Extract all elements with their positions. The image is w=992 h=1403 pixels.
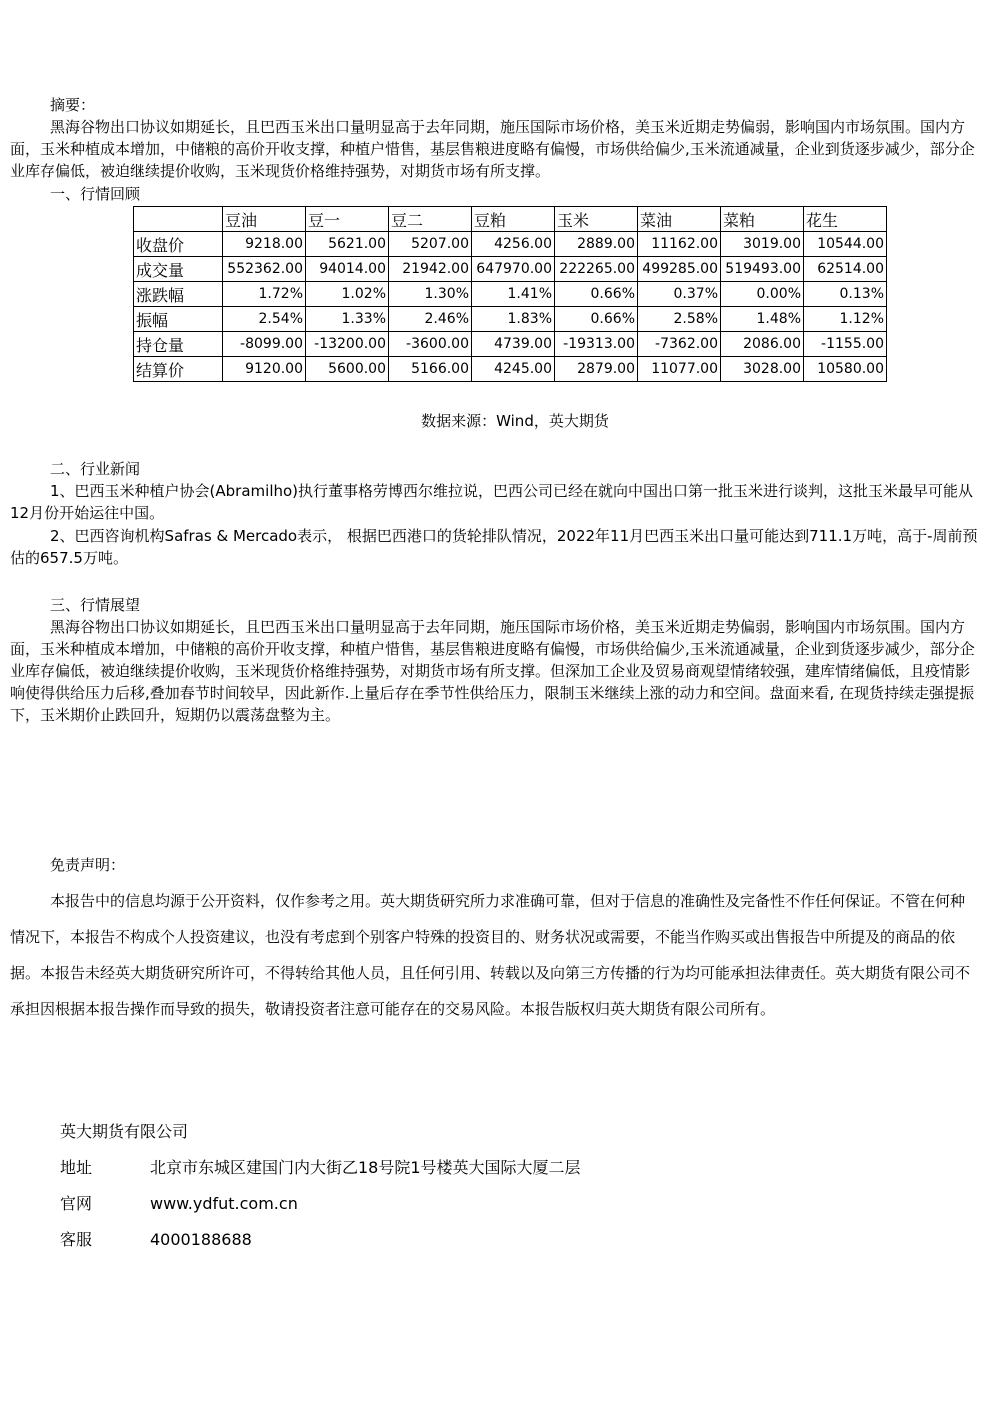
table-cell: 5621.00 (306, 232, 389, 257)
table-row (134, 307, 887, 332)
quotes-table (133, 206, 887, 382)
row-label: 收盘价 (134, 232, 223, 257)
table-cell: 2.54% (223, 307, 306, 332)
table-cell: 0.37% (638, 282, 721, 307)
column-header: 豆二 (389, 207, 472, 232)
column-header: 花生 (804, 207, 887, 232)
table-cell: -3600.00 (389, 332, 472, 357)
table-cell: 647970.00 (472, 257, 555, 282)
table-cell: 2.58% (638, 307, 721, 332)
outlook-heading: 三、行情展望 (50, 596, 141, 614)
review-heading: 一、行情回顾 (50, 185, 141, 203)
table-cell: 1.30% (389, 282, 472, 307)
table-cell: 0.00% (721, 282, 804, 307)
service-phone: 4000188688 (150, 1230, 252, 1249)
table-cell: 2.46% (389, 307, 472, 332)
table-cell: 0.13% (804, 282, 887, 307)
column-header: 豆一 (306, 207, 389, 232)
table-cell: 1.48% (721, 307, 804, 332)
table-cell: 1.72% (223, 282, 306, 307)
disclaimer-heading: 免责声明： (50, 856, 126, 874)
table-cell: 3028.00 (721, 357, 804, 382)
table-cell: 21942.00 (389, 257, 472, 282)
data-source-note: 数据来源：Wind，英大期货 (421, 412, 609, 430)
address-value: 北京市东城区建国门内大街乙18号院1号楼英大国际大厦二层 (150, 1158, 581, 1177)
table-cell: 4256.00 (472, 232, 555, 257)
column-header: 豆油 (223, 207, 306, 232)
table-row (134, 357, 887, 382)
table-row (134, 282, 887, 307)
address-row (60, 1155, 581, 1178)
column-header: 菜油 (638, 207, 721, 232)
address-label: 地址 (60, 1158, 93, 1177)
website-label: 官网 (60, 1194, 93, 1213)
table-cell: 11077.00 (638, 357, 721, 382)
table-header-row (134, 207, 887, 232)
table-cell: 2889.00 (555, 232, 638, 257)
table-row (134, 257, 887, 282)
summary-text: 黑海谷物出口协议如期延长，且巴西玉米出口量明显高于去年同期，施压国际市场价格，美玉米近期走势偏弱，影响国内市场氛围。国内方面，玉米种植成本增加，中储粮的高价开收支撑，种植户惜售，基层售粮进度略有偏慢，市场供给偏少,玉米流通减量，企业到货逐步减少，部分企业库存偏低，被迫继续提价收购，玉米现货价格维持强势，对期货市场有所支撑。 (10, 118, 975, 180)
table-cell: 4245.00 (472, 357, 555, 382)
table-cell: 10580.00 (804, 357, 887, 382)
table-cell: 94014.00 (306, 257, 389, 282)
service-label: 客服 (60, 1230, 93, 1249)
row-label: 成交量 (134, 257, 223, 282)
table-cell: -13200.00 (306, 332, 389, 357)
row-label: 振幅 (134, 307, 223, 332)
table-cell: 2086.00 (721, 332, 804, 357)
table-cell: 9218.00 (223, 232, 306, 257)
summary-heading: 摘要： (50, 96, 96, 114)
website-link[interactable]: www.ydfut.com.cn (150, 1194, 298, 1213)
row-label: 结算价 (134, 357, 223, 382)
table-cell: 1.41% (472, 282, 555, 307)
news-item-2: 2、巴西咨询机构Safras & Mercado表示， 根据巴西港口的货轮排队情况，2022年11月巴西玉米出口量可能达到711.1万吨，高于-周前预估的657.5万吨。 (10, 527, 978, 567)
column-header: 玉米 (555, 207, 638, 232)
table-cell: 1.33% (306, 307, 389, 332)
table-cell: 3019.00 (721, 232, 804, 257)
website-row (60, 1191, 298, 1214)
table-cell: 62514.00 (804, 257, 887, 282)
table-row (134, 232, 887, 257)
table-cell: 1.02% (306, 282, 389, 307)
news-heading: 二、行业新闻 (50, 460, 141, 478)
table-cell: 1.12% (804, 307, 887, 332)
table-cell: 2879.00 (555, 357, 638, 382)
disclaimer-text: 本报告中的信息均源于公开资料，仅作参考之用。英大期货研究所力求准确可靠，但对于信息的准确性及完备性不作任何保证。不管在何种情况下，本报告不构成个人投资建议，也没有考虑到个别客户特殊的投资目的、财务状况或需要，不能当作购买或出售报告中所提及的商品的依据。本报告未经英大期货研究所许可，不得转给其他人员，且任何引用、转载以及向第三方传播的行为均可能承担法律责任。英大期货有限公司不承担因根据本报告操作而导致的损失，敬请投资者注意可能存在的交易风险。本报告版权归英大期货有限公司所有。 (10, 892, 971, 1018)
table-cell: 222265.00 (555, 257, 638, 282)
table-corner-cell (134, 207, 223, 232)
row-label: 持仓量 (134, 332, 223, 357)
table-cell: 1.83% (472, 307, 555, 332)
table-cell: 11162.00 (638, 232, 721, 257)
table-cell: 0.66% (555, 307, 638, 332)
table-cell: -7362.00 (638, 332, 721, 357)
column-header: 菜粕 (721, 207, 804, 232)
table-cell: -19313.00 (555, 332, 638, 357)
table-cell: 4739.00 (472, 332, 555, 357)
table-cell: 499285.00 (638, 257, 721, 282)
table-cell: 5207.00 (389, 232, 472, 257)
table-cell: 5166.00 (389, 357, 472, 382)
row-label: 涨跌幅 (134, 282, 223, 307)
service-row (60, 1227, 252, 1250)
table-cell: -1155.00 (804, 332, 887, 357)
news-item-1: 1、巴西玉米种植户协会(Abramilho)执行董事格劳博西尔维拉说，巴西公司已经在就向中国出口第一批玉米进行谈判，这批玉米最早可能从12月份开始运往中国。 (10, 482, 974, 522)
table-row (134, 332, 887, 357)
table-cell: 519493.00 (721, 257, 804, 282)
table-cell: 5600.00 (306, 357, 389, 382)
table-cell: 10544.00 (804, 232, 887, 257)
company-name: 英大期货有限公司 (60, 1122, 189, 1141)
table-cell: 0.66% (555, 282, 638, 307)
table-cell: 552362.00 (223, 257, 306, 282)
outlook-text: 黑海谷物出口协议如期延长，且巴西玉米出口量明显高于去年同期，施压国际市场价格，美玉米近期走势偏弱，影响国内市场氛围。国内方面，玉米种植成本增加，中储粮的高价开收支撑，种植户惜售，基层售粮进度略有偏慢，市场供给偏少,玉米流通减量，企业到货逐步减少，部分企业库存偏低，被迫继续提价收购，玉米现货价格维持强势，对期货市场有所支撑。但深加工企业及贸易商观望情绪较强，建库情绪偏低，且疫情影响使得供给压力后移,叠加春节时间较早，因此新作.上量后存在季节性供给压力，限制玉米继续上涨的动力和空间。盘面来看, 在现货持续走强提振下，玉米期价止跌回升，短期仍以震荡盘整为主。 (10, 618, 975, 724)
table-cell: -8099.00 (223, 332, 306, 357)
table-cell: 9120.00 (223, 357, 306, 382)
column-header: 豆粕 (472, 207, 555, 232)
